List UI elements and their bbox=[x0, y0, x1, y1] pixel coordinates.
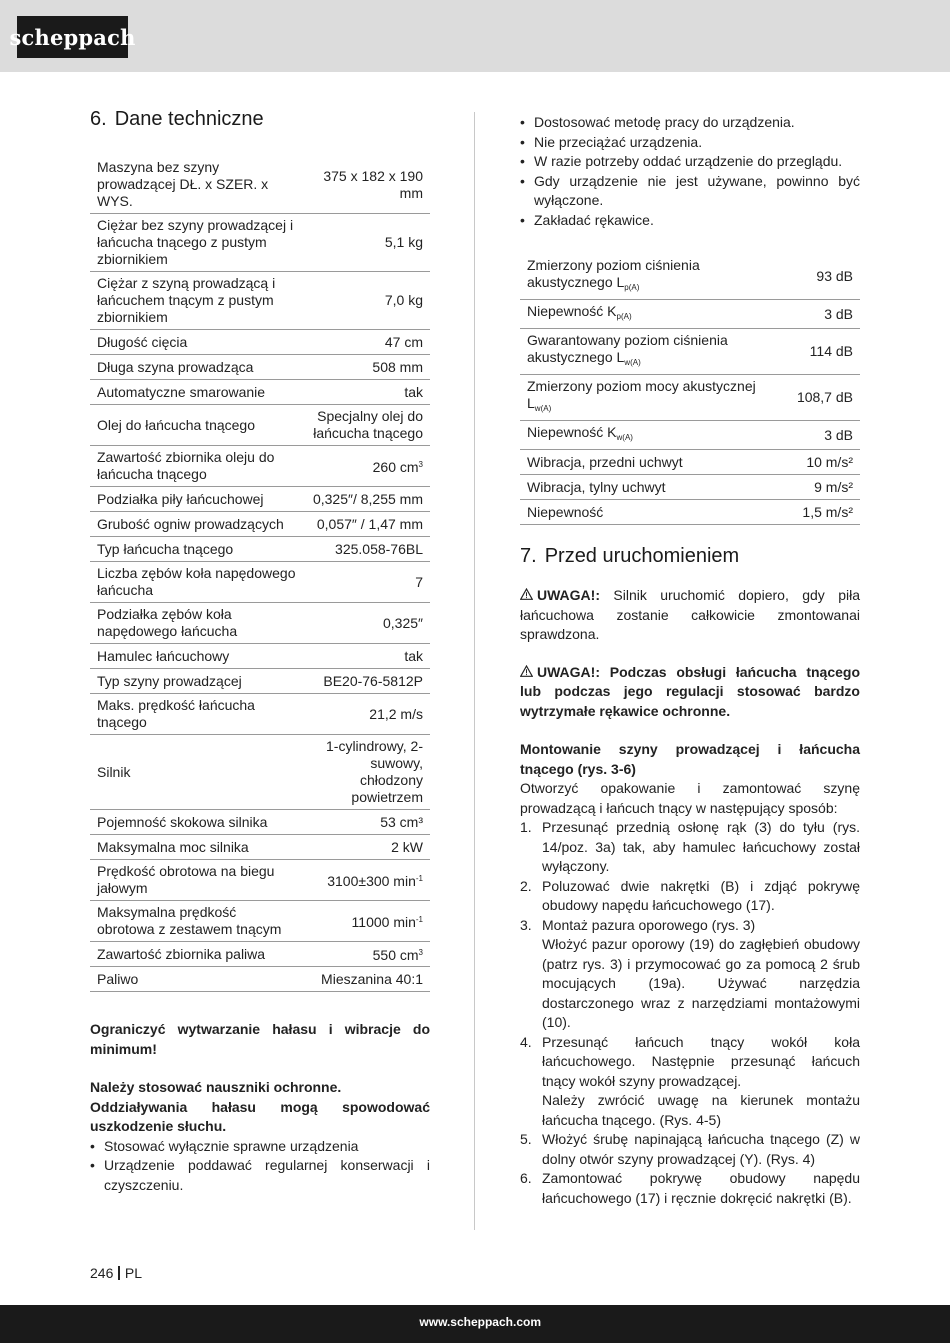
row-label: Ciężar bez szyny prowadzącej i łańcucha tnącego z pustym zbiornikiem bbox=[90, 214, 304, 272]
row-value: 550 $cm^3$ bbox=[304, 942, 430, 967]
spec-row bbox=[90, 537, 430, 562]
row-value: 325.058-76BL bbox=[304, 537, 430, 562]
row-value: 0,325″/ 8,255 mm bbox=[304, 487, 430, 512]
list-item bbox=[520, 916, 860, 1033]
spec-row bbox=[90, 405, 430, 446]
row-value: 5,1 kg bbox=[304, 214, 430, 272]
noise-bullets-left bbox=[90, 1137, 430, 1196]
row-value: 1-cylindrowy, 2-suwowy, chłodzony powietrzem bbox=[304, 735, 430, 810]
row-label: Typ szyny prowadzącej bbox=[90, 669, 304, 694]
row-label: Zawartość zbiornika oleju do łańcucha tnącego bbox=[90, 446, 304, 487]
row-value: 3 dB bbox=[764, 421, 860, 450]
list-item: • Urządzenie poddawać regularnej konserwacji i czyszczeniu. bbox=[90, 1156, 430, 1195]
noise-vibration-table bbox=[520, 254, 860, 525]
spec-row bbox=[90, 355, 430, 380]
section-number: 6. bbox=[90, 108, 107, 130]
row-value: 21,2 m/s bbox=[304, 694, 430, 735]
row-label: Olej do łańcucha tnącego bbox=[90, 405, 304, 446]
section-number: 7. bbox=[520, 545, 537, 567]
spec-row bbox=[90, 860, 430, 901]
row-value: 375 x 182 x 190 mm bbox=[304, 156, 430, 214]
row-label: Niepewność $K_{p(A)}$ bbox=[520, 300, 764, 329]
row-value: 7 bbox=[304, 562, 430, 603]
section-title: Przed uruchomieniem bbox=[544, 545, 740, 567]
spec-row bbox=[90, 156, 430, 214]
section-6-heading bbox=[90, 108, 430, 131]
warning-2 bbox=[520, 663, 860, 722]
website-link[interactable]: www.scheppach.com bbox=[419, 1315, 541, 1329]
spec-row bbox=[90, 487, 430, 512]
step-text: Przesunąć przednią osłonę rąk (3) do tyłu (rys. 14/poz. 3a) tak, aby hamulec łańcuchowy został wyłączony. bbox=[542, 819, 860, 874]
row-label: Silnik bbox=[90, 735, 304, 810]
list-item: • Gdy urządzenie nie jest używane, powinno być wyłączone. bbox=[520, 172, 860, 211]
warning-text: Silnik uruchomić dopiero, gdy piła łańcuchowa zostanie całkowicie zmontowanai sprawdzona. bbox=[520, 587, 860, 642]
warning-triangle-icon bbox=[520, 663, 533, 683]
row-value: 260 $cm^3$ bbox=[304, 446, 430, 487]
mounting-heading: Montowanie szyny prowadzącej i łańcucha tnącego (rys. 3-6) bbox=[520, 741, 860, 777]
spec-row bbox=[90, 694, 430, 735]
step-extra: Należy zwrócić uwagę na kierunek montażu łańcucha tnącego. (Rys. 4-5) bbox=[542, 1092, 860, 1128]
row-label: Gwarantowany poziom ciśnienia akustycznego $L_{w(A)}$ bbox=[520, 329, 764, 375]
spec-row bbox=[90, 330, 430, 355]
row-value: 2 kW bbox=[304, 835, 430, 860]
column-divider bbox=[474, 112, 475, 1230]
step-text: Poluzować dwie nakrętki (B) i zdjąć pokrywę obudowy napędu łańcuchowego (17). bbox=[542, 877, 860, 913]
step-number: 2. bbox=[520, 877, 532, 894]
step-number: 4. bbox=[520, 1033, 532, 1050]
noise-row bbox=[520, 421, 860, 450]
row-value: 7,0 kg bbox=[304, 272, 430, 330]
row-label: Pojemność skokowa silnika bbox=[90, 810, 304, 835]
row-label: Wibracja, przedni uchwyt bbox=[520, 450, 764, 475]
right-column bbox=[520, 113, 860, 1208]
spec-row bbox=[90, 967, 430, 992]
scheppach-logo: scheppach bbox=[17, 16, 128, 58]
row-value: 9 m/s² bbox=[764, 475, 860, 500]
row-value: 10 m/s² bbox=[764, 450, 860, 475]
noise-row bbox=[520, 254, 860, 300]
row-value: 1,5 m/s² bbox=[764, 500, 860, 525]
noise-bullets-right bbox=[520, 113, 860, 230]
spec-row bbox=[90, 214, 430, 272]
list-item bbox=[520, 818, 860, 877]
row-label: Niepewność $K_{w(A)}$ bbox=[520, 421, 764, 450]
spec-row bbox=[90, 835, 430, 860]
list-item bbox=[520, 1130, 860, 1169]
row-value: tak bbox=[304, 380, 430, 405]
warning-label: UWAGA!: bbox=[537, 663, 600, 680]
row-label: Wibracja, tylny uchwyt bbox=[520, 475, 764, 500]
warning-1 bbox=[520, 586, 860, 645]
mounting-intro: Otworzyć opakowanie i zamontować szynę prowadzącą i łańcuch tnący w następujący sposób: bbox=[520, 780, 860, 816]
spec-row bbox=[90, 644, 430, 669]
noise-row bbox=[520, 329, 860, 375]
row-label: Podziałka zębów koła napędowego łańcucha bbox=[90, 603, 304, 644]
row-label: Maksymalna prędkość obrotowa z zestawem tnącym bbox=[90, 901, 304, 942]
row-label: Długość cięcia bbox=[90, 330, 304, 355]
spec-row bbox=[90, 272, 430, 330]
page-number: 246 bbox=[90, 1265, 114, 1281]
spec-row bbox=[90, 380, 430, 405]
hearing-protection-note: Należy stosować nauszniki ochronne. bbox=[90, 1079, 342, 1095]
spec-row bbox=[90, 562, 430, 603]
row-value: Specjalny olej do łańcucha tnącego bbox=[304, 405, 430, 446]
row-label: Zmierzony poziom ciśnienia akustycznego $L_{p(A)}$ bbox=[520, 254, 764, 300]
list-item: • Nie przeciążać urządzenia. bbox=[520, 133, 860, 153]
step-number: 6. bbox=[520, 1170, 532, 1186]
row-label: Hamulec łańcuchowy bbox=[90, 644, 304, 669]
list-item bbox=[520, 877, 860, 916]
row-label: Liczba zębów koła napędowego łańcucha bbox=[90, 562, 304, 603]
footer-bar bbox=[0, 1305, 950, 1343]
spec-row bbox=[90, 810, 430, 835]
row-label: Ciężar z szyną prowadzącą i łańcuchem tnącym z pustym zbiornikiem bbox=[90, 272, 304, 330]
list-item: • Zakładać rękawice. bbox=[520, 211, 860, 231]
left-column bbox=[90, 108, 430, 1195]
row-label: Maks. prędkość łańcucha tnącego bbox=[90, 694, 304, 735]
spec-row bbox=[90, 942, 430, 967]
row-label: Grubość ogniw prowadzących bbox=[90, 512, 304, 537]
row-value: 108,7 dB bbox=[764, 375, 860, 421]
spec-row bbox=[90, 901, 430, 942]
row-value: 47 cm bbox=[304, 330, 430, 355]
section-7-heading bbox=[520, 545, 860, 568]
hearing-damage-note: Oddziaływania hałasu mogą spowodować uszkodzenie słuchu. bbox=[90, 1098, 430, 1134]
spec-row bbox=[90, 603, 430, 644]
spec-row bbox=[90, 735, 430, 810]
warning-text: Podczas obsługi łańcucha tnącego lub podczas jego regulacji stosować bardzo wytrzymałe rękawice ochronne. bbox=[520, 663, 860, 719]
step-extra: Włożyć pazur oporowy (19) do zagłębień obudowy (patrz rys. 3) i przymocować go za pomocą 2 śrub mocujących (19a). Używać narzędzia dostarczonego wraz z narzędziami montażowymi (10). bbox=[542, 936, 860, 1030]
section-title: Dane techniczne bbox=[114, 108, 264, 130]
row-value: Mieszanina 40:1 bbox=[304, 967, 430, 992]
row-value: 93 dB bbox=[764, 254, 860, 300]
row-value: tak bbox=[304, 644, 430, 669]
row-value: 3 dB bbox=[764, 300, 860, 329]
row-value: 11000 $\min^{-1}$ bbox=[304, 901, 430, 942]
step-text: Zamontować pokrywę obudowy napędu łańcuchowego (17) i ręcznie dokręcić nakrętki (B). bbox=[542, 1170, 860, 1206]
row-label: Maksymalna moc silnika bbox=[90, 835, 304, 860]
row-label: Niepewność bbox=[520, 500, 764, 525]
technical-data-table bbox=[90, 156, 430, 992]
step-number: 3. bbox=[520, 916, 532, 933]
row-value: 114 dB bbox=[764, 329, 860, 375]
spec-row bbox=[90, 512, 430, 537]
row-label: Automatyczne smarowanie bbox=[90, 380, 304, 405]
warning-triangle-icon bbox=[520, 586, 533, 606]
list-item: • Dostosować metodę pracy do urządzenia. bbox=[520, 113, 860, 133]
mounting-steps bbox=[520, 818, 860, 1208]
noise-row bbox=[520, 500, 860, 525]
noise-row bbox=[520, 450, 860, 475]
row-label: Zmierzony poziom mocy akustycznej $L_{w(A)}$ bbox=[520, 375, 764, 421]
step-text: Włożyć śrubę napinającą łańcucha tnącego (Z) w dolny otwór szyny prowadzącej (Y). (Rys. 4) bbox=[542, 1131, 860, 1167]
language-code: PL bbox=[124, 1265, 142, 1281]
noise-row bbox=[520, 375, 860, 421]
footer-separator bbox=[118, 1266, 120, 1280]
list-item bbox=[520, 1169, 860, 1208]
row-value: BE20-76-5812P bbox=[304, 669, 430, 694]
row-label: Typ łańcucha tnącego bbox=[90, 537, 304, 562]
list-item: • W razie potrzeby oddać urządzenie do przeglądu. bbox=[520, 152, 860, 172]
warning-label: UWAGA!: bbox=[537, 587, 600, 603]
header-bar bbox=[0, 0, 950, 72]
row-label: Podziałka piły łańcuchowej bbox=[90, 487, 304, 512]
row-value: 0,057″ / 1,47 mm bbox=[304, 512, 430, 537]
noise-row bbox=[520, 300, 860, 329]
list-item bbox=[520, 1033, 860, 1131]
limit-noise-note: Ograniczyć wytwarzanie hałasu i wibracje do minimum! bbox=[90, 1021, 430, 1057]
step-text: Przesunąć łańcuch tnący wokół koła łańcuchowego. Następnie przesunąć łańcuch tnący wokół szyny prowadzącej. bbox=[542, 1033, 860, 1089]
row-value: 53 cm³ bbox=[304, 810, 430, 835]
row-label: Długa szyna prowadząca bbox=[90, 355, 304, 380]
row-label: Maszyna bez szyny prowadzącej DŁ. x SZER. x WYS. bbox=[90, 156, 304, 214]
row-value: 0,325″ bbox=[304, 603, 430, 644]
list-item: • Stosować wyłącznie sprawne urządzenia bbox=[90, 1137, 430, 1157]
noise-row bbox=[520, 475, 860, 500]
row-value: 3100±300 $\min^{-1}$ bbox=[304, 860, 430, 901]
spec-row bbox=[90, 669, 430, 694]
row-label: Prędkość obrotowa na biegu jałowym bbox=[90, 860, 304, 901]
page-footer bbox=[90, 1265, 142, 1281]
row-label: Paliwo bbox=[90, 967, 304, 992]
spec-row bbox=[90, 446, 430, 487]
step-number: 1. bbox=[520, 819, 532, 835]
step-text: Montaż pazura oporowego (rys. 3) bbox=[542, 916, 756, 933]
row-label: Zawartość zbiornika paliwa bbox=[90, 942, 304, 967]
row-value: 508 mm bbox=[304, 355, 430, 380]
step-number: 5. bbox=[520, 1131, 532, 1147]
